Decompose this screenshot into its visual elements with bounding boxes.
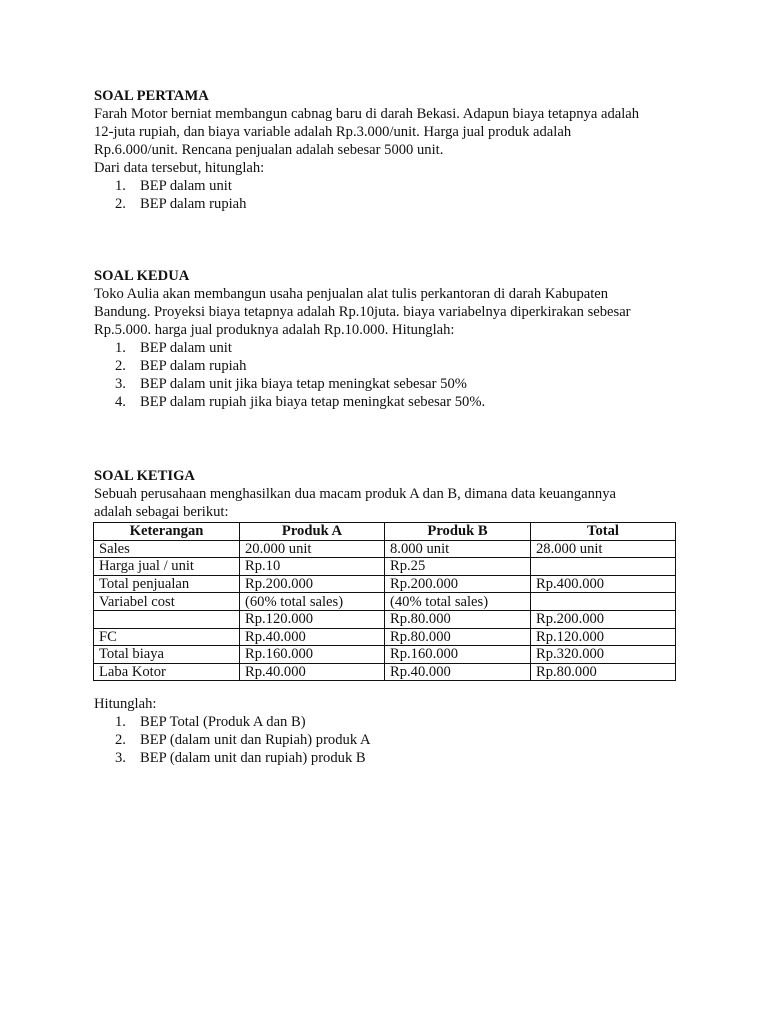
list-item-number: 2. [115, 196, 126, 212]
table-header-cell: Keterangan [94, 523, 240, 541]
list-item-number: 1. [115, 340, 126, 356]
table-cell: Rp.400.000 [531, 575, 676, 593]
list-item-number: 4. [115, 394, 126, 410]
table-cell: Variabel cost [94, 593, 240, 611]
table-cell: 20.000 unit [240, 540, 385, 558]
table-cell [531, 593, 676, 611]
table-cell: Rp.25 [385, 558, 531, 576]
table-cell: Rp.40.000 [385, 663, 531, 681]
financial-data-table [93, 522, 676, 681]
soal-kedua-paragraph-line: Rp.5.000. harga jual produknya adalah Rp.10.000. Hitunglah: [94, 322, 455, 338]
list-item: BEP dalam rupiah jika biaya tetap meningkat sebesar 50%. [140, 394, 486, 410]
soal-kedua-paragraph-line: Bandung. Proyeksi biaya tetapnya adalah Rp.10juta. biaya variabelnya diperkirakan sebesar [94, 304, 631, 320]
list-item: BEP (dalam unit dan Rupiah) produk A [140, 732, 371, 748]
table-row [94, 663, 676, 681]
soal-pertama-paragraph-line: 12-juta rupiah, dan biaya variable adalah Rp.3.000/unit. Harga jual produk adalah [94, 124, 572, 140]
table-row [94, 628, 676, 646]
table-cell: FC [94, 628, 240, 646]
table-cell: Rp.200.000 [531, 610, 676, 628]
table-cell: Rp.80.000 [531, 663, 676, 681]
table-cell: Rp.160.000 [385, 646, 531, 664]
table-cell: Rp.200.000 [385, 575, 531, 593]
soal-pertama-paragraph-line: Dari data tersebut, hitunglah: [94, 160, 265, 176]
table-cell: Rp.80.000 [385, 628, 531, 646]
table-cell: Rp.120.000 [240, 610, 385, 628]
soal-kedua-heading: SOAL KEDUA [94, 268, 190, 284]
list-item: BEP Total (Produk A dan B) [140, 714, 306, 730]
table-cell: Rp.40.000 [240, 628, 385, 646]
list-item: BEP dalam unit [140, 340, 232, 356]
list-item: BEP dalam rupiah [140, 358, 247, 374]
soal-ketiga-paragraph-line: Sebuah perusahaan menghasilkan dua macam produk A dan B, dimana data keuangannya [94, 486, 616, 502]
list-item-number: 1. [115, 178, 126, 194]
list-item-number: 3. [115, 750, 126, 766]
table-cell: 8.000 unit [385, 540, 531, 558]
table-cell: Rp.200.000 [240, 575, 385, 593]
table-cell: Harga jual / unit [94, 558, 240, 576]
table-cell: (40% total sales) [385, 593, 531, 611]
table-cell: Total biaya [94, 646, 240, 664]
soal-pertama-heading: SOAL PERTAMA [94, 88, 209, 104]
list-item: BEP (dalam unit dan rupiah) produk B [140, 750, 366, 766]
list-item-number: 3. [115, 376, 126, 392]
table-header-cell: Produk A [240, 523, 385, 541]
soal-kedua-paragraph-line: Toko Aulia akan membangun usaha penjualan alat tulis perkantoran di darah Kabupaten [94, 286, 609, 302]
list-item: BEP dalam unit [140, 178, 232, 194]
table-row [94, 558, 676, 576]
table-cell: Laba Kotor [94, 663, 240, 681]
table-cell: Total penjualan [94, 575, 240, 593]
soal-pertama-paragraph-line: Rp.6.000/unit. Rencana penjualan adalah sebesar 5000 unit. [94, 142, 444, 158]
table-cell: Rp.40.000 [240, 663, 385, 681]
list-item: BEP dalam rupiah [140, 196, 247, 212]
table-cell [531, 558, 676, 576]
list-item: BEP dalam unit jika biaya tetap meningkat sebesar 50% [140, 376, 467, 392]
table-row [94, 540, 676, 558]
table-cell: Rp.80.000 [385, 610, 531, 628]
table-cell: Rp.320.000 [531, 646, 676, 664]
soal-ketiga-heading: SOAL KETIGA [94, 468, 195, 484]
table-row [94, 646, 676, 664]
table-cell: Sales [94, 540, 240, 558]
table-cell: (60% total sales) [240, 593, 385, 611]
list-item-number: 2. [115, 732, 126, 748]
table-cell: Rp.10 [240, 558, 385, 576]
table-cell [94, 610, 240, 628]
table-cell: 28.000 unit [531, 540, 676, 558]
table-cell: Rp.120.000 [531, 628, 676, 646]
table-header-cell: Produk B [385, 523, 531, 541]
soal-ketiga-paragraph-line: adalah sebagai berikut: [94, 504, 229, 520]
table-cell: Rp.160.000 [240, 646, 385, 664]
table-header-row [94, 523, 676, 541]
list-item-number: 1. [115, 714, 126, 730]
table-row [94, 593, 676, 611]
hitunglah-label: Hitunglah: [94, 696, 157, 712]
table-row [94, 575, 676, 593]
table-row [94, 610, 676, 628]
table-header-cell: Total [531, 523, 676, 541]
list-item-number: 2. [115, 358, 126, 374]
soal-pertama-paragraph-line: Farah Motor berniat membangun cabnag baru di darah Bekasi. Adapun biaya tetapnya adalah [94, 106, 640, 122]
